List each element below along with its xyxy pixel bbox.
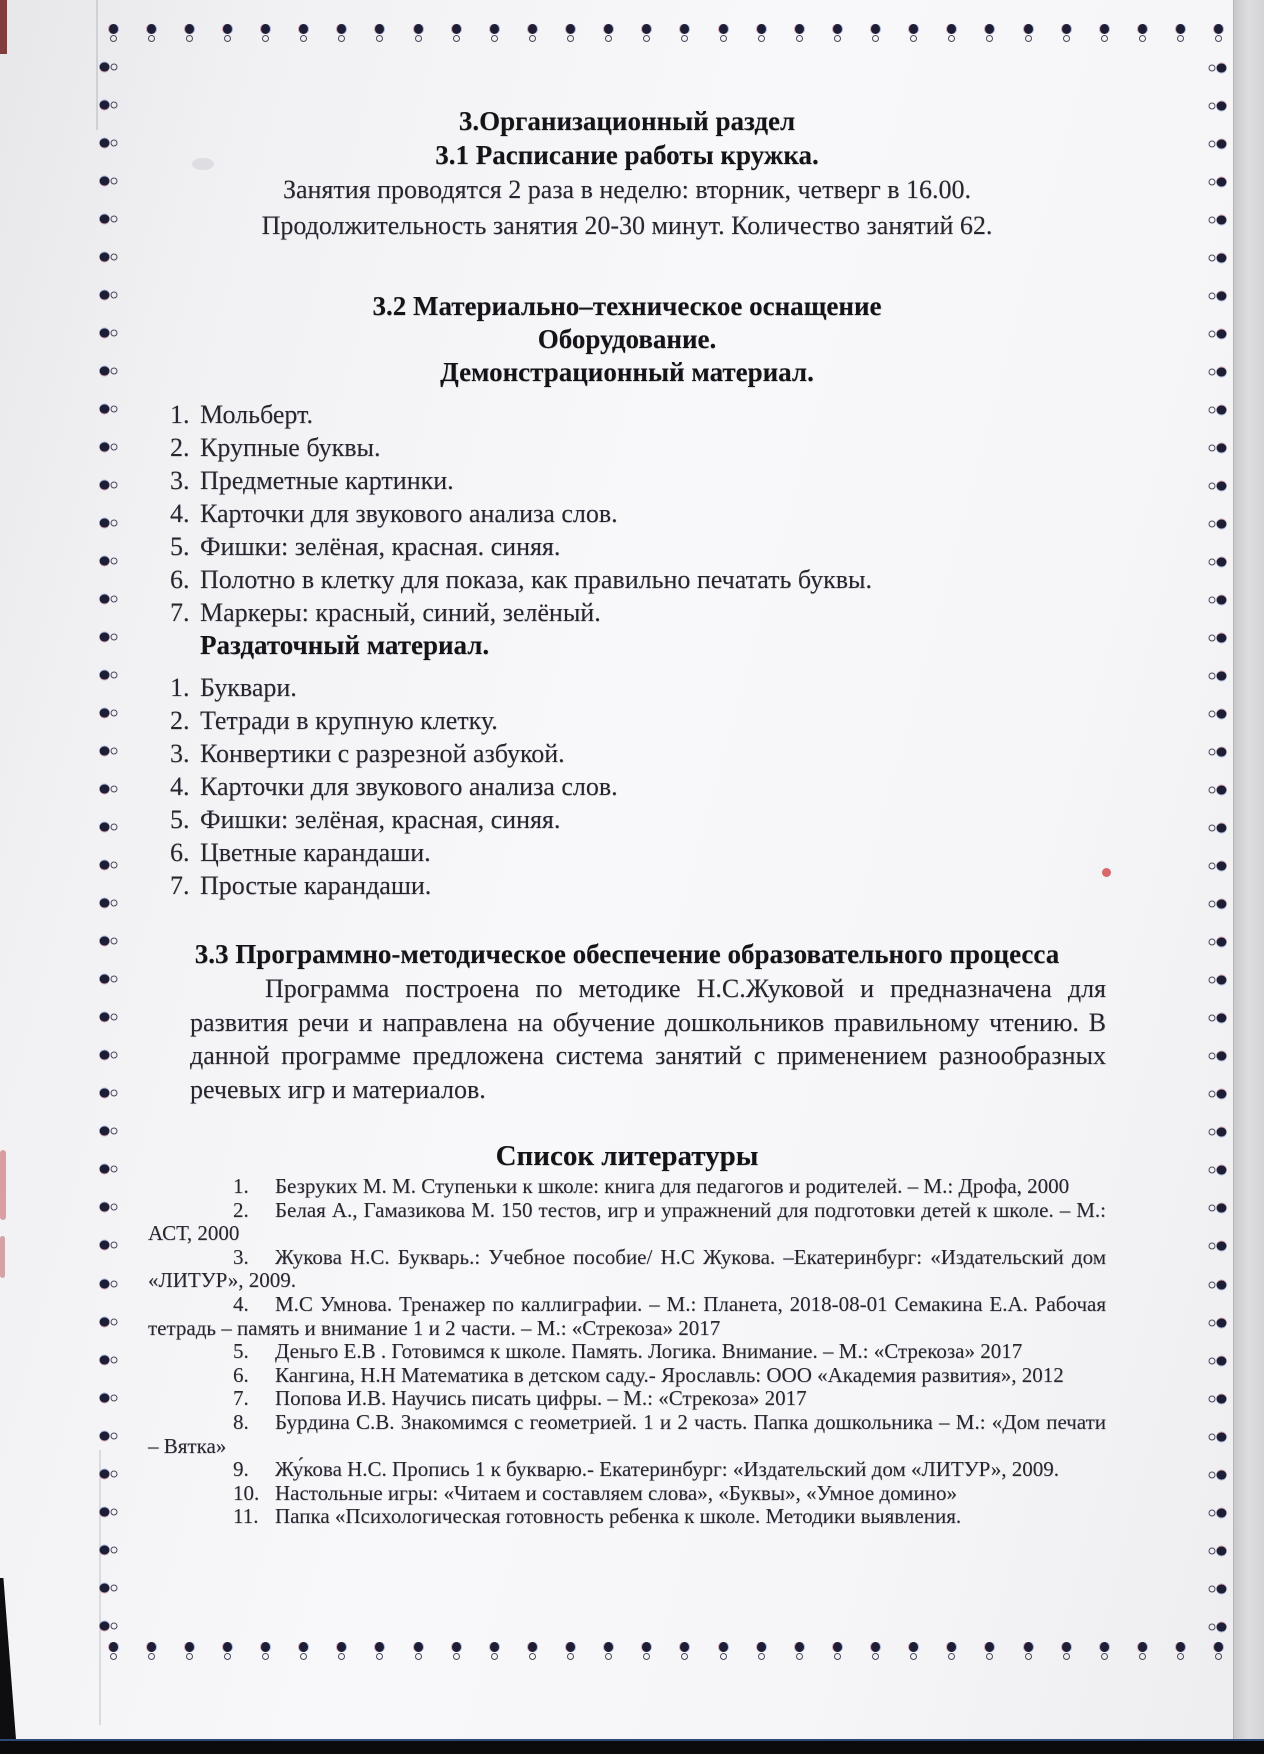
section-3-3-heading: 3.3 Программно-методическое обеспечение образовательного процесса [194, 939, 1060, 969]
ornament-icon [100, 177, 119, 187]
ornament-icon [146, 24, 156, 43]
ornament-icon [1214, 24, 1224, 43]
ornament-icon [100, 557, 119, 567]
list-item-text: Простые карандаши. [200, 871, 432, 900]
ornament-icon [100, 671, 119, 681]
ornament-icon [1208, 1089, 1227, 1099]
ornament-icon [1208, 291, 1227, 301]
ornament-icon [100, 595, 119, 605]
ornament-icon [100, 823, 119, 833]
ornament-icon [1208, 671, 1227, 681]
ornament-icon [832, 24, 842, 43]
ornament-icon [1208, 253, 1227, 263]
list-item-number: 5. [170, 805, 190, 834]
ornament-icon [375, 24, 385, 43]
list-item-text: Фишки: зелёная, красная, синяя. [200, 805, 561, 834]
section-3-heading: 3.Организационный раздел [458, 106, 796, 136]
demo-materials-list [148, 398, 1106, 629]
ornament-icon [1208, 975, 1227, 985]
ornament-icon [100, 1317, 119, 1327]
ornament-icon [184, 1642, 194, 1661]
list-item [148, 1175, 1106, 1199]
list-item-text: Попова И.В. Научись писать цифры. – М.: «Стрекоза» 2017 [275, 1386, 807, 1411]
ornament-icon [985, 24, 995, 43]
ornament-icon [642, 1642, 652, 1661]
ornament-icon [100, 1089, 119, 1099]
ornament-icon [1208, 1507, 1227, 1517]
ornament-icon [566, 24, 576, 43]
ornament-icon [100, 747, 119, 757]
ornament-icon [832, 1642, 842, 1661]
ornament-icon [100, 1355, 119, 1365]
ornament-icon [909, 24, 919, 43]
list-item [148, 737, 1106, 770]
ornament-icon [1137, 1642, 1147, 1661]
ornament-icon [299, 24, 309, 43]
list-item-text: М.С Умнова. Тренажер по каллиграфии. – М.: Планета, 2018-08-01 Семакина Е.А. Рабочая тетрадь – память и внимание 1 и 2 части. – М.: «Стрекоза» 2017 [148, 1291, 1106, 1340]
ornament-icon [1208, 405, 1227, 415]
ornament-icon [413, 24, 423, 43]
scan-edge-shadow-right [1233, 0, 1264, 1752]
ornament-icon [1208, 1279, 1227, 1289]
list-item-text: Жу́кова Н.С. Пропись 1 к букварю.- Екатеринбург: «Издательский дом «ЛИТУР», 2009. [275, 1457, 1060, 1482]
ornament-icon [1061, 1642, 1071, 1661]
ornament-icon [489, 24, 499, 43]
ornament-icon [1208, 1355, 1227, 1365]
ornament-icon [1208, 1317, 1227, 1327]
list-item [148, 563, 1106, 596]
list-item-number: 7. [170, 871, 190, 900]
ornament-icon [100, 1469, 119, 1479]
list-item-text: Фишки: зелёная, красная. синяя. [200, 532, 561, 561]
ornament-icon [1137, 24, 1147, 43]
list-item [148, 497, 1106, 530]
list-item-text: Деньго Е.В . Готовимся к школе. Память. Логика. Внимание. – М.: «Стрекоза» 2017 [275, 1339, 1023, 1364]
ornament-icon [100, 367, 119, 377]
handout-material-heading: Раздаточный материал. [200, 630, 490, 660]
ornament-icon [1176, 1642, 1186, 1661]
list-item [148, 1482, 1106, 1506]
list-item [148, 398, 1106, 431]
ornament-icon [1061, 24, 1071, 43]
list-item-number: 2. [233, 1197, 249, 1222]
list-item-number: 2. [170, 433, 190, 462]
list-item-text: Кангина, Н.Н Математика в детском саду.- Ярославль: ООО «Академия развития», 2012 [275, 1362, 1064, 1387]
ornament-icon [1208, 177, 1227, 187]
ornament-icon [451, 24, 461, 43]
document-content [148, 104, 1106, 1529]
ornament-icon [222, 1642, 232, 1661]
ornament-icon [1208, 595, 1227, 605]
section-3-1-heading: 3.1 Расписание работы кружка. [435, 140, 819, 170]
ornament-icon [100, 633, 119, 643]
list-item-number: 6. [170, 565, 190, 594]
ornament-icon [100, 253, 119, 263]
ornament-icon [1208, 557, 1227, 567]
list-item-text: Жукова Н.С. Букварь.: Учебное пособие/ Н.С Жукова. –Екатеринбург: «Издательский дом «ЛИТУР», 2009. [148, 1244, 1106, 1293]
ornament-icon [527, 24, 537, 43]
list-item [148, 671, 1106, 704]
ornament-icon [261, 1642, 271, 1661]
ornament-icon [1208, 1165, 1227, 1175]
list-item [148, 1458, 1106, 1482]
list-item-text: Мольберт. [200, 400, 313, 429]
ornament-icon [1208, 709, 1227, 719]
ornament-icon [871, 1642, 881, 1661]
ornament-icon [1208, 329, 1227, 339]
list-item-number: 11. [233, 1504, 259, 1529]
section-3-3-paragraph: Программа построена по методике Н.С.Жуковой и предназначена для развития речи и направлена на обучение дошкольников правильному чтению. В данной программе предложена система занятий с применением разнообразных речевых игр и материалов. [190, 974, 1106, 1104]
ornament-icon [100, 481, 119, 491]
ornament-border-bottom [108, 1642, 1224, 1661]
schedule-line-1: Занятия проводятся 2 раза в неделю: вторник, четверг в 16.00. [282, 175, 972, 204]
list-item-text: Буквари. [200, 673, 297, 702]
ornament-icon [566, 1642, 576, 1661]
ornament-icon [1208, 1621, 1227, 1631]
ornament-icon [1208, 63, 1227, 73]
ornament-icon [100, 861, 119, 871]
bibliography-heading: Список литературы [495, 1140, 759, 1172]
list-item [148, 803, 1106, 836]
list-item-number: 3. [233, 1244, 249, 1269]
ornament-icon [337, 1642, 347, 1661]
ornament-icon [1208, 1545, 1227, 1555]
scan-red-smudge-left-2 [0, 1236, 5, 1278]
ornament-icon [527, 1642, 537, 1661]
ornament-icon [604, 24, 614, 43]
list-item-text: Конвертики с разрезной азбукой. [200, 739, 565, 768]
list-item-number: 10. [233, 1480, 260, 1505]
ornament-border-top [108, 24, 1224, 43]
ornament-icon [604, 1642, 614, 1661]
ornament-icon [1208, 823, 1227, 833]
ornament-icon [299, 1642, 309, 1661]
ornament-icon [100, 139, 119, 149]
schedule-line-2: Продолжительность занятия 20-30 минут. Количество занятий 62. [261, 211, 993, 240]
ornament-icon [100, 63, 119, 73]
ornament-icon [794, 1642, 804, 1661]
ornament-icon [100, 1507, 119, 1517]
ornament-icon [1023, 24, 1033, 43]
ornament-icon [100, 1165, 119, 1175]
list-item-text: Настольные игры: «Читаем и составляем слова», «Буквы», «Умное домино» [275, 1480, 957, 1505]
list-item [148, 1340, 1106, 1364]
scan-red-mark-top-left [0, 0, 7, 54]
list-item-number: 5. [170, 532, 190, 561]
ornament-icon [756, 1642, 766, 1661]
ornament-icon [1208, 1127, 1227, 1137]
list-item-number: 3. [170, 739, 190, 768]
ornament-icon [100, 937, 119, 947]
ornament-icon [108, 1642, 118, 1661]
ornament-icon [100, 1545, 119, 1555]
ornament-icon [100, 519, 119, 529]
ornament-icon [100, 1279, 119, 1289]
list-item-number: 7. [233, 1386, 249, 1411]
list-item [148, 1246, 1106, 1293]
scan-red-smudge-left [0, 1150, 6, 1220]
ornament-icon [1208, 1469, 1227, 1479]
list-item-text: Тетради в крупную клетку. [200, 706, 498, 735]
list-item-text: Безруких М. М. Ступеньки к школе: книга для педагогов и родителей. – М.: Дрофа, 2000 [275, 1174, 1070, 1198]
ornament-icon [184, 24, 194, 43]
list-item-number: 5. [233, 1339, 249, 1364]
ornament-icon [100, 291, 119, 301]
list-item-number: 2. [170, 706, 190, 735]
ornament-icon [375, 1642, 385, 1661]
ornament-icon [100, 1203, 119, 1213]
ornament-icon [794, 24, 804, 43]
list-item [148, 1199, 1106, 1246]
demo-material-heading: Демонстрационный материал. [440, 357, 814, 387]
ornament-icon [985, 1642, 995, 1661]
list-item [148, 1505, 1106, 1529]
ornament-icon [1214, 1642, 1224, 1661]
ornament-icon [1208, 1241, 1227, 1251]
list-item-number: 8. [233, 1409, 249, 1434]
ornament-icon [1208, 1203, 1227, 1213]
list-item [148, 869, 1106, 902]
ornament-icon [1208, 937, 1227, 947]
ornament-icon [100, 443, 119, 453]
ornament-icon [100, 1051, 119, 1061]
ornament-icon [261, 24, 271, 43]
ornament-icon [100, 1241, 119, 1251]
ornament-icon [1208, 747, 1227, 757]
list-item [148, 1293, 1106, 1340]
list-item [148, 770, 1106, 803]
list-item [148, 1411, 1106, 1458]
ornament-icon [100, 1431, 119, 1441]
ornament-icon [1208, 519, 1227, 529]
ornament-border-right [1212, 58, 1222, 1636]
ornament-icon [222, 24, 232, 43]
list-item-text: Маркеры: красный, синий, зелёный. [200, 598, 601, 627]
ornament-icon [100, 405, 119, 415]
ornament-icon [100, 975, 119, 985]
ornament-icon [909, 1642, 919, 1661]
ornament-icon [1208, 861, 1227, 871]
list-item-number: 7. [170, 598, 190, 627]
list-item-number: 3. [170, 466, 190, 495]
ornament-icon [100, 1127, 119, 1137]
ornament-icon [1208, 1051, 1227, 1061]
list-item [148, 464, 1106, 497]
ornament-icon [1208, 443, 1227, 453]
ornament-icon [1099, 1642, 1109, 1661]
scan-black-wedge-bottom-left [0, 1578, 17, 1752]
ornament-icon [100, 899, 119, 909]
ornament-icon [146, 1642, 156, 1661]
ornament-icon [100, 1621, 119, 1631]
list-item-number: 9. [233, 1457, 249, 1482]
list-item-text: Цветные карандаши. [200, 838, 431, 867]
list-item [148, 596, 1106, 629]
ornament-icon [1099, 24, 1109, 43]
ornament-icon [100, 785, 119, 795]
ornament-icon [871, 24, 881, 43]
ornament-icon [100, 709, 119, 719]
list-item-text: Карточки для звукового анализа слов. [200, 772, 618, 801]
scan-crease-line-top [96, 0, 98, 130]
ornament-icon [642, 24, 652, 43]
ornament-icon [337, 24, 347, 43]
ornament-icon [1208, 139, 1227, 149]
list-item [148, 1387, 1106, 1411]
ornament-icon [413, 1642, 423, 1661]
ornament-icon [100, 215, 119, 225]
ornament-icon [756, 24, 766, 43]
equipment-heading: Оборудование. [537, 324, 717, 354]
ornament-icon [100, 329, 119, 339]
list-item-text: Крупные буквы. [200, 433, 381, 462]
ornament-icon [1176, 24, 1186, 43]
list-item-number: 1. [233, 1174, 249, 1198]
section-3-2 [148, 290, 1106, 389]
list-item [148, 704, 1106, 737]
list-item-text: Карточки для звукового анализа слов. [200, 499, 618, 528]
ornament-icon [100, 1583, 119, 1593]
list-item-text: Белая А., Гамазикова М. 150 тестов, игр и упражнений для подготовки детей к школе. – М.: АСТ, 2000 [148, 1197, 1106, 1246]
bibliography-list [148, 1175, 1106, 1529]
list-item-number: 1. [170, 400, 190, 429]
ornament-border-left [104, 58, 114, 1636]
ornament-icon [1208, 785, 1227, 795]
ornament-icon [718, 24, 728, 43]
ornament-icon [1208, 215, 1227, 225]
ornament-icon [100, 1393, 119, 1403]
ornament-icon [1023, 1642, 1033, 1661]
ornament-icon [947, 24, 957, 43]
ornament-icon [1208, 367, 1227, 377]
ornament-icon [1208, 633, 1227, 643]
ornament-icon [1208, 101, 1227, 111]
ornament-icon [100, 1013, 119, 1023]
ornament-icon [1208, 481, 1227, 491]
ornament-icon [680, 24, 690, 43]
list-item-text: Бурдина С.В. Знакомимся с геометрией. 1 и 2 часть. Папка дошкольника – М.: «Дом печати – Вятка» [148, 1409, 1106, 1458]
list-item-text: Папка «Психологическая готовность ребенка к школе. Методики выявления. [275, 1504, 962, 1529]
ornament-icon [451, 1642, 461, 1661]
ornament-icon [718, 1642, 728, 1661]
ornament-icon [1208, 899, 1227, 909]
ornament-icon [1208, 1013, 1227, 1023]
list-item [148, 431, 1106, 464]
ornament-icon [100, 101, 119, 111]
ornament-icon [489, 1642, 499, 1661]
section-3-2-heading: 3.2 Материально–техническое оснащение [372, 291, 882, 321]
list-item-number: 4. [170, 499, 190, 528]
ornament-icon [1208, 1393, 1227, 1403]
list-item-text: Полотно в клетку для показа, как правильно печатать буквы. [200, 565, 872, 594]
ornament-icon [1208, 1583, 1227, 1593]
list-item-number: 6. [170, 838, 190, 867]
list-item-number: 1. [170, 673, 190, 702]
handout-materials-list [148, 671, 1106, 902]
list-item-text: Предметные картинки. [200, 466, 454, 495]
list-item-number: 4. [233, 1291, 249, 1316]
ornament-icon [1208, 1431, 1227, 1441]
ornament-icon [680, 1642, 690, 1661]
list-item-number: 4. [170, 772, 190, 801]
list-item [148, 836, 1106, 869]
list-item [148, 530, 1106, 563]
ornament-icon [947, 1642, 957, 1661]
list-item [148, 1364, 1106, 1388]
ornament-icon [108, 24, 118, 43]
list-item-number: 6. [233, 1362, 249, 1387]
